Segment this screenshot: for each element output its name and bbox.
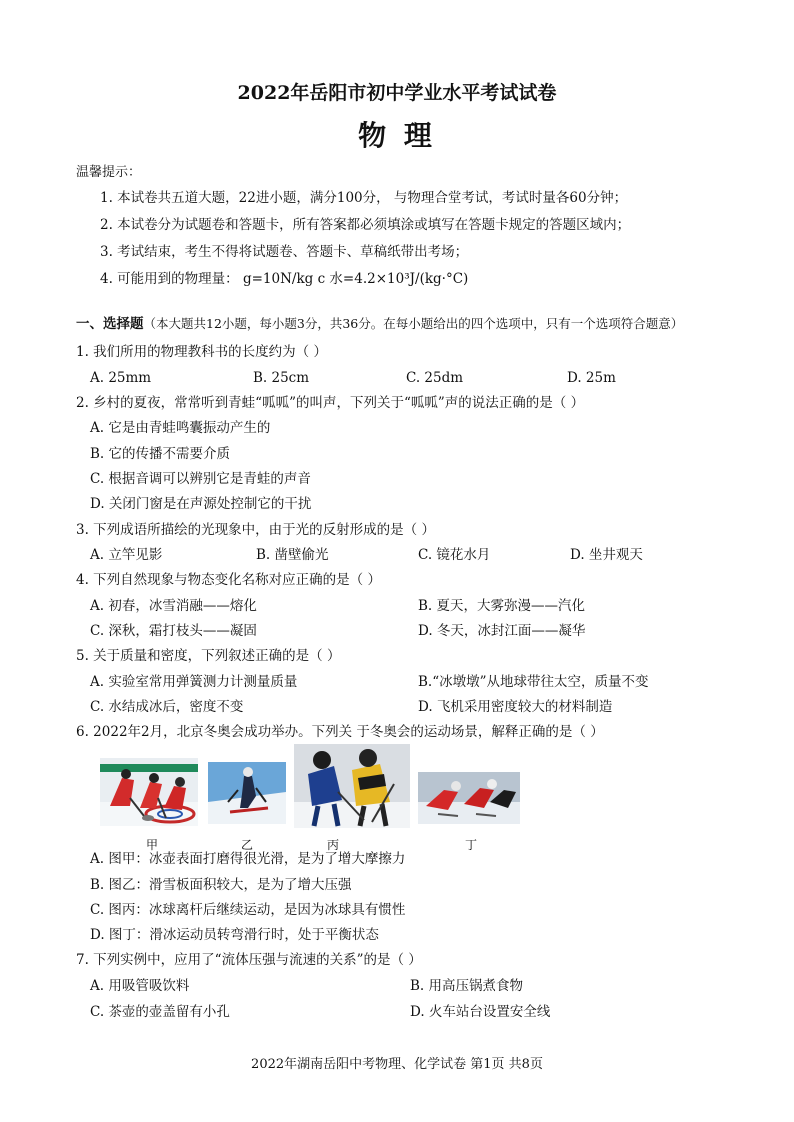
section-note: （本大题共12小题，每小题3分，共36分。在每小题给出的四个选项中，只有一个选项符合题意） [143, 316, 684, 331]
tip-item: 1. 本试卷共五道大题，22进小题，满分100分， 与物理合堂考试，考试时量各60分钟； [100, 190, 628, 206]
option: C. 茶壶的壶盖留有小孔 [90, 1004, 230, 1020]
section-heading [76, 318, 683, 332]
curling-photo [100, 758, 198, 826]
option: A. 用吸管吸饮料 [90, 978, 190, 994]
photo-caption: 丙 [327, 838, 340, 852]
exam-title: 2022年岳阳市初中学业水平考试试卷 [237, 82, 557, 104]
option: D. 图丁：滑冰运动员转弯滑行时，处于平衡状态 [90, 927, 379, 943]
question-stem: 2. 乡村的夏夜，常常听到青蛙“呱呱”的叫声，下列关于“呱呱”声的说法正确的是（ ） [76, 395, 585, 411]
option: B. 凿壁偷光 [256, 547, 329, 563]
option: A. 图甲：冰壶表面打磨得很光滑，是为了增大摩擦力 [90, 851, 406, 867]
skiing-photo [208, 762, 286, 824]
photo-caption: 丁 [465, 838, 478, 852]
page-footer: 2022年湖南岳阳中考物理、化学试卷 第1页 共8页 [251, 1057, 543, 1072]
speed-skating-photo [418, 772, 520, 824]
option: D. 25m [567, 370, 616, 386]
option: B. 夏天，大雾弥漫——汽化 [418, 598, 586, 614]
option: D. 火车站台设置安全线 [410, 1004, 551, 1020]
option: A. 初春，冰雪消融——熔化 [90, 598, 257, 614]
option: C. 水结成冰后，密度不变 [90, 699, 244, 715]
option: D. 关闭门窗是在声源处控制它的干扰 [90, 496, 312, 512]
option: C. 图丙：冰球离杆后继续运动，是因为冰球具有惯性 [90, 902, 406, 918]
option: A. 立竿见影 [90, 547, 163, 563]
option: B.“冰墩墩”从地球带往太空，质量不变 [418, 674, 649, 690]
tip-item: 4. 可能用到的物理量： g=10N/kg c 水=4.2×10³J/(kg·°C) [100, 271, 469, 287]
option: C. 根据音调可以辨别它是青蛙的声音 [90, 471, 311, 487]
option: A. 它是由青蛙鸣囊振动产生的 [90, 420, 271, 436]
option: A. 实验室常用弹簧测力计测量质量 [90, 674, 298, 690]
photo-caption: 乙 [241, 838, 254, 852]
option: D. 坐井观天 [570, 547, 643, 563]
photo-caption: 甲 [146, 838, 159, 852]
option: B. 用高压锅煮食物 [410, 978, 524, 994]
question-stem: 3. 下列成语所描绘的光现象中，由于光的反射形成的是（ ） [76, 522, 435, 538]
ice-hockey-photo [294, 744, 410, 828]
option: A. 25mm [90, 370, 152, 386]
question-stem: 6. 2022年2月，北京冬奥会成功举办。下列关 于冬奥会的运动场景，解释正确的是（ ） [76, 724, 604, 740]
option: B. 图乙：滑雪板面积较大，是为了增大压强 [90, 877, 352, 893]
option: B. 它的传播不需要介质 [90, 446, 231, 462]
subject-title: 物 理 [358, 119, 436, 152]
option: C. 深秋，霜打枝头——凝固 [90, 623, 257, 639]
question-stem: 4. 下列自然现象与物态变化名称对应正确的是（ ） [76, 572, 381, 588]
question-stem: 7. 下列实例中，应用了“流体压强与流速的关系”的是（ ） [76, 952, 422, 968]
question-stem: 5. 关于质量和密度，下列叙述正确的是（ ） [76, 648, 341, 664]
option: B. 25cm [253, 370, 310, 386]
option: D. 飞机采用密度较大的材料制造 [418, 699, 613, 715]
tip-item: 2. 本试卷分为试题卷和答题卡，所有答案都必须填涂或填写在答题卡规定的答题区域内； [100, 217, 631, 233]
option: D. 冬天，冰封江面——凝华 [418, 623, 586, 639]
section-title: 一、选择题 [76, 316, 144, 332]
option: C. 25dm [406, 370, 464, 386]
tip-item: 3. 考试结束，考生不得将试题卷、答题卡、草稿纸带出考场； [100, 244, 469, 260]
option: C. 镜花水月 [418, 547, 491, 563]
tips-heading: 温馨提示： [76, 165, 142, 180]
question-stem: 1. 我们所用的物理教科书的长度约为（ ） [76, 344, 327, 360]
